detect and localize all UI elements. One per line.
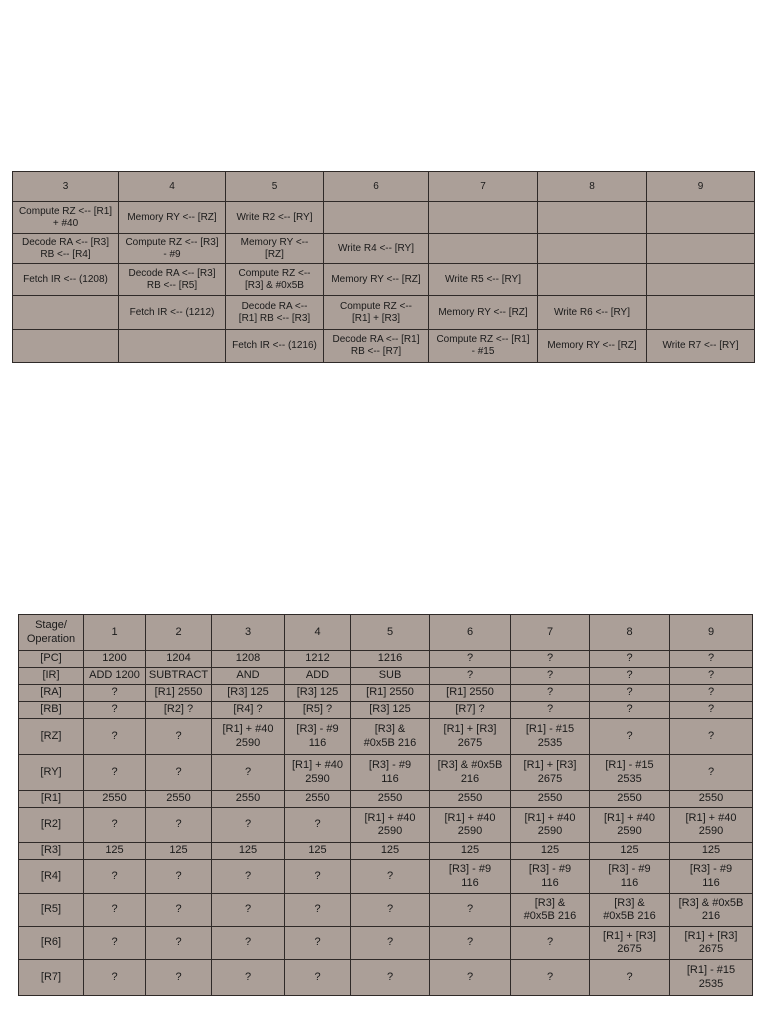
register-value-cell: ? bbox=[351, 960, 430, 996]
register-value-cell: ? bbox=[351, 894, 430, 927]
register-value-cell: [R1] + #40 2590 bbox=[285, 755, 351, 791]
pipeline-cell: Decode RA <-- [R1] RB <-- [R3] bbox=[226, 296, 324, 330]
register-value-cell: ? bbox=[212, 894, 285, 927]
register-value-cell: 2550 bbox=[84, 791, 146, 808]
register-value-cell: [R1] + [R3] 2675 bbox=[670, 927, 753, 960]
register-value-cell: ? bbox=[511, 651, 590, 668]
register-value-cell: [R3] - #9 116 bbox=[590, 860, 670, 894]
register-value-cell: ? bbox=[670, 685, 753, 702]
register-value-cell: [R1] + #40 2590 bbox=[430, 808, 511, 843]
cycle-header-cell: 1 bbox=[84, 615, 146, 651]
pipeline-cell bbox=[119, 330, 226, 363]
register-label: [R1] bbox=[19, 791, 84, 808]
register-value-cell: ? bbox=[670, 651, 753, 668]
register-label: [RB] bbox=[19, 702, 84, 719]
register-value-cell: ? bbox=[84, 894, 146, 927]
register-row bbox=[19, 668, 753, 685]
pipeline-cell: Decode RA <-- [R3] RB <-- [R4] bbox=[13, 234, 119, 264]
register-value-cell: ? bbox=[590, 668, 670, 685]
register-value-cell: [R3] & #0x5B 216 bbox=[430, 755, 511, 791]
register-value-cell: ? bbox=[511, 927, 590, 960]
register-value-cell: ? bbox=[84, 927, 146, 960]
register-value-cell: [R1] + #40 2590 bbox=[212, 719, 285, 755]
register-value-cell: 125 bbox=[511, 843, 590, 860]
register-value-cell: 125 bbox=[146, 843, 212, 860]
register-label: [RY] bbox=[19, 755, 84, 791]
register-value-cell: SUBTRACT bbox=[146, 668, 212, 685]
register-label: [R3] bbox=[19, 843, 84, 860]
pipeline-cell: Decode RA <-- [R3] RB <-- [R5] bbox=[119, 264, 226, 296]
register-value-cell: [R1] - #15 2535 bbox=[511, 719, 590, 755]
register-value-cell: ? bbox=[430, 927, 511, 960]
register-value-cell: ? bbox=[351, 927, 430, 960]
register-value-cell: 125 bbox=[351, 843, 430, 860]
register-value-cell: ? bbox=[430, 894, 511, 927]
register-value-cell: 2550 bbox=[146, 791, 212, 808]
pipeline-row bbox=[13, 234, 755, 264]
register-label: [R7] bbox=[19, 960, 84, 996]
register-value-cell: ? bbox=[285, 808, 351, 843]
register-value-cell: ? bbox=[84, 960, 146, 996]
register-value-cell: [R1] 2550 bbox=[351, 685, 430, 702]
register-value-cell: ? bbox=[670, 755, 753, 791]
register-row bbox=[19, 960, 753, 996]
pipeline-cell bbox=[647, 296, 755, 330]
pipeline-cell bbox=[324, 202, 429, 234]
register-value-cell: [R3] 125 bbox=[351, 702, 430, 719]
register-value-cell: ? bbox=[590, 719, 670, 755]
register-value-cell: 1212 bbox=[285, 651, 351, 668]
register-value-cell: ? bbox=[430, 960, 511, 996]
register-value-cell: [R1] + #40 2590 bbox=[351, 808, 430, 843]
pipeline-cell: Compute RZ <-- [R1] - #15 bbox=[429, 330, 538, 363]
register-value-cell: ? bbox=[430, 668, 511, 685]
register-value-cell: ? bbox=[84, 719, 146, 755]
pipeline-cell: Write R7 <-- [RY] bbox=[647, 330, 755, 363]
register-value-cell: ? bbox=[212, 860, 285, 894]
register-value-cell: [R1] + [R3] 2675 bbox=[590, 927, 670, 960]
register-value-cell: ? bbox=[590, 651, 670, 668]
register-value-cell: ? bbox=[590, 702, 670, 719]
register-row bbox=[19, 685, 753, 702]
pipeline-cell bbox=[13, 330, 119, 363]
pipeline-cell: Memory RY <-- [RZ] bbox=[324, 264, 429, 296]
register-value-cell: ? bbox=[146, 808, 212, 843]
pipeline-row bbox=[13, 264, 755, 296]
register-value-cell: ? bbox=[146, 927, 212, 960]
pipeline-cell bbox=[647, 234, 755, 264]
register-value-cell: [R3] - #9 116 bbox=[511, 860, 590, 894]
pipeline-cell: Fetch IR <-- (1212) bbox=[119, 296, 226, 330]
register-value-cell: ? bbox=[285, 894, 351, 927]
register-value-cell: ? bbox=[670, 719, 753, 755]
register-value-cell: ? bbox=[212, 755, 285, 791]
register-value-cell: ? bbox=[511, 960, 590, 996]
pipeline-cell: Compute RZ <-- [R3] & #0x5B bbox=[226, 264, 324, 296]
register-value-cell: 2550 bbox=[212, 791, 285, 808]
cycle-header-cell: 8 bbox=[590, 615, 670, 651]
register-row bbox=[19, 651, 753, 668]
register-value-cell: [R1] + #40 2590 bbox=[670, 808, 753, 843]
pipeline-cell bbox=[13, 296, 119, 330]
register-value-cell: ? bbox=[212, 808, 285, 843]
register-value-cell: ? bbox=[146, 755, 212, 791]
stage-header-cell: 5 bbox=[226, 172, 324, 202]
register-value-cell: [R3] - #9 116 bbox=[430, 860, 511, 894]
register-label: [R5] bbox=[19, 894, 84, 927]
register-value-cell: ? bbox=[84, 755, 146, 791]
register-value-cell: [R3] & #0x5B 216 bbox=[670, 894, 753, 927]
cycle-header-cell: 3 bbox=[212, 615, 285, 651]
register-value-cell: ? bbox=[146, 894, 212, 927]
register-row bbox=[19, 808, 753, 843]
register-label: [R2] bbox=[19, 808, 84, 843]
pipeline-cell bbox=[429, 234, 538, 264]
register-value-cell: [R1] - #15 2535 bbox=[590, 755, 670, 791]
register-value-cell: ADD bbox=[285, 668, 351, 685]
register-value-cell: 125 bbox=[670, 843, 753, 860]
pipeline-stage-table bbox=[12, 171, 755, 363]
pipeline-cell: Memory RY <-- [RZ] bbox=[429, 296, 538, 330]
register-value-cell: [R3] - #9 116 bbox=[670, 860, 753, 894]
register-row bbox=[19, 860, 753, 894]
register-value-cell: 2550 bbox=[285, 791, 351, 808]
register-value-cell: [R3] 125 bbox=[285, 685, 351, 702]
register-value-cell: ? bbox=[146, 719, 212, 755]
stage-header-cell: 8 bbox=[538, 172, 647, 202]
register-row bbox=[19, 719, 753, 755]
register-value-cell: ? bbox=[351, 860, 430, 894]
register-value-cell: ? bbox=[212, 927, 285, 960]
register-value-cell: 2550 bbox=[670, 791, 753, 808]
pipeline-cell bbox=[538, 234, 647, 264]
register-value-cell: 125 bbox=[430, 843, 511, 860]
register-value-cell: ? bbox=[670, 668, 753, 685]
register-value-cell: [R1] + #40 2590 bbox=[511, 808, 590, 843]
cycle-header-cell: 6 bbox=[430, 615, 511, 651]
pipeline-cell bbox=[538, 202, 647, 234]
register-value-cell: [R1] - #15 2535 bbox=[670, 960, 753, 996]
pipeline-cell: Memory RY <-- [RZ] bbox=[538, 330, 647, 363]
register-value-cell: SUB bbox=[351, 668, 430, 685]
register-value-cell: [R3] - #9 116 bbox=[351, 755, 430, 791]
pipeline-cell: Write R2 <-- [RY] bbox=[226, 202, 324, 234]
cycle-header-cell: 4 bbox=[285, 615, 351, 651]
register-value-cell: 2550 bbox=[511, 791, 590, 808]
register-label: [R6] bbox=[19, 927, 84, 960]
register-value-cell: [R3] & #0x5B 216 bbox=[590, 894, 670, 927]
register-value-cell: [R3] 125 bbox=[212, 685, 285, 702]
cycle-header-cell: 2 bbox=[146, 615, 212, 651]
cycle-header-cell: 9 bbox=[670, 615, 753, 651]
register-value-cell: 125 bbox=[590, 843, 670, 860]
pipeline-row bbox=[13, 202, 755, 234]
register-value-cell: [R3] & #0x5B 216 bbox=[351, 719, 430, 755]
register-value-cell: [R1] + [R3] 2675 bbox=[511, 755, 590, 791]
cycle-header-cell: 5 bbox=[351, 615, 430, 651]
register-value-cell: 2550 bbox=[590, 791, 670, 808]
register-value-cell: [R3] - #9 116 bbox=[285, 719, 351, 755]
register-value-cell: [R1] + [R3] 2675 bbox=[430, 719, 511, 755]
register-value-cell: ? bbox=[670, 702, 753, 719]
pipeline-cell: Memory RY <-- [RZ] bbox=[119, 202, 226, 234]
register-value-cell: 125 bbox=[285, 843, 351, 860]
register-row bbox=[19, 894, 753, 927]
pipeline-cell: Write R5 <-- [RY] bbox=[429, 264, 538, 296]
register-value-cell: [R7] ? bbox=[430, 702, 511, 719]
stage-header-cell: 6 bbox=[324, 172, 429, 202]
register-value-cell: [R1] 2550 bbox=[430, 685, 511, 702]
register-value-cell: [R3] & #0x5B 216 bbox=[511, 894, 590, 927]
stage-operation-header: Stage/ Operation bbox=[19, 615, 84, 651]
register-value-cell: [R4] ? bbox=[212, 702, 285, 719]
register-value-cell: 2550 bbox=[351, 791, 430, 808]
pipeline-cell bbox=[647, 202, 755, 234]
cycle-header-cell: 7 bbox=[511, 615, 590, 651]
register-row bbox=[19, 702, 753, 719]
register-value-cell: [R1] 2550 bbox=[146, 685, 212, 702]
register-value-cell: 125 bbox=[84, 843, 146, 860]
pipeline-cell: Write R6 <-- [RY] bbox=[538, 296, 647, 330]
register-value-cell: ? bbox=[146, 860, 212, 894]
register-value-cell: ? bbox=[430, 651, 511, 668]
pipeline-cell bbox=[647, 264, 755, 296]
pipeline-cell: Compute RZ <-- [R1] + #40 bbox=[13, 202, 119, 234]
register-value-cell: [R5] ? bbox=[285, 702, 351, 719]
register-value-cell: ? bbox=[590, 960, 670, 996]
register-value-cell: ADD 1200 bbox=[84, 668, 146, 685]
stage-header-cell: 7 bbox=[429, 172, 538, 202]
register-value-cell: ? bbox=[511, 668, 590, 685]
pipeline-row bbox=[13, 296, 755, 330]
pipeline-cell: Write R4 <-- [RY] bbox=[324, 234, 429, 264]
pipeline-cell: Compute RZ <-- [R1] + [R3] bbox=[324, 296, 429, 330]
register-label: [R4] bbox=[19, 860, 84, 894]
register-value-cell: ? bbox=[84, 860, 146, 894]
register-values-table bbox=[18, 614, 753, 996]
register-label: [RA] bbox=[19, 685, 84, 702]
pipeline-cell bbox=[538, 264, 647, 296]
stage-header-cell: 3 bbox=[13, 172, 119, 202]
register-row bbox=[19, 843, 753, 860]
register-label: [PC] bbox=[19, 651, 84, 668]
register-value-cell: 1200 bbox=[84, 651, 146, 668]
register-value-cell: ? bbox=[212, 960, 285, 996]
register-value-cell: ? bbox=[146, 960, 212, 996]
register-value-cell: 125 bbox=[212, 843, 285, 860]
register-row bbox=[19, 927, 753, 960]
register-row bbox=[19, 755, 753, 791]
register-value-cell: ? bbox=[84, 702, 146, 719]
pipeline-cell: Fetch IR <-- (1216) bbox=[226, 330, 324, 363]
register-row bbox=[19, 791, 753, 808]
register-value-cell: ? bbox=[84, 685, 146, 702]
register-label: [IR] bbox=[19, 668, 84, 685]
pipeline-cell: Memory RY <-- [RZ] bbox=[226, 234, 324, 264]
stage-header-cell: 9 bbox=[647, 172, 755, 202]
pipeline-cell: Fetch IR <-- (1208) bbox=[13, 264, 119, 296]
register-value-cell: 1216 bbox=[351, 651, 430, 668]
pipeline-header-row bbox=[13, 172, 755, 202]
register-value-cell: ? bbox=[511, 702, 590, 719]
register-header-row bbox=[19, 615, 753, 651]
pipeline-cell: Compute RZ <-- [R3] - #9 bbox=[119, 234, 226, 264]
stage-header-cell: 4 bbox=[119, 172, 226, 202]
register-value-cell: 2550 bbox=[430, 791, 511, 808]
register-value-cell: ? bbox=[84, 808, 146, 843]
register-value-cell: AND bbox=[212, 668, 285, 685]
register-value-cell: ? bbox=[590, 685, 670, 702]
register-value-cell: 1204 bbox=[146, 651, 212, 668]
register-value-cell: [R2] ? bbox=[146, 702, 212, 719]
pipeline-row bbox=[13, 330, 755, 363]
register-value-cell: ? bbox=[285, 860, 351, 894]
register-value-cell: ? bbox=[511, 685, 590, 702]
register-value-cell: ? bbox=[285, 927, 351, 960]
pipeline-cell: Decode RA <-- [R1] RB <-- [R7] bbox=[324, 330, 429, 363]
register-value-cell: ? bbox=[285, 960, 351, 996]
register-value-cell: 1208 bbox=[212, 651, 285, 668]
pipeline-cell bbox=[429, 202, 538, 234]
register-label: [RZ] bbox=[19, 719, 84, 755]
register-value-cell: [R1] + #40 2590 bbox=[590, 808, 670, 843]
